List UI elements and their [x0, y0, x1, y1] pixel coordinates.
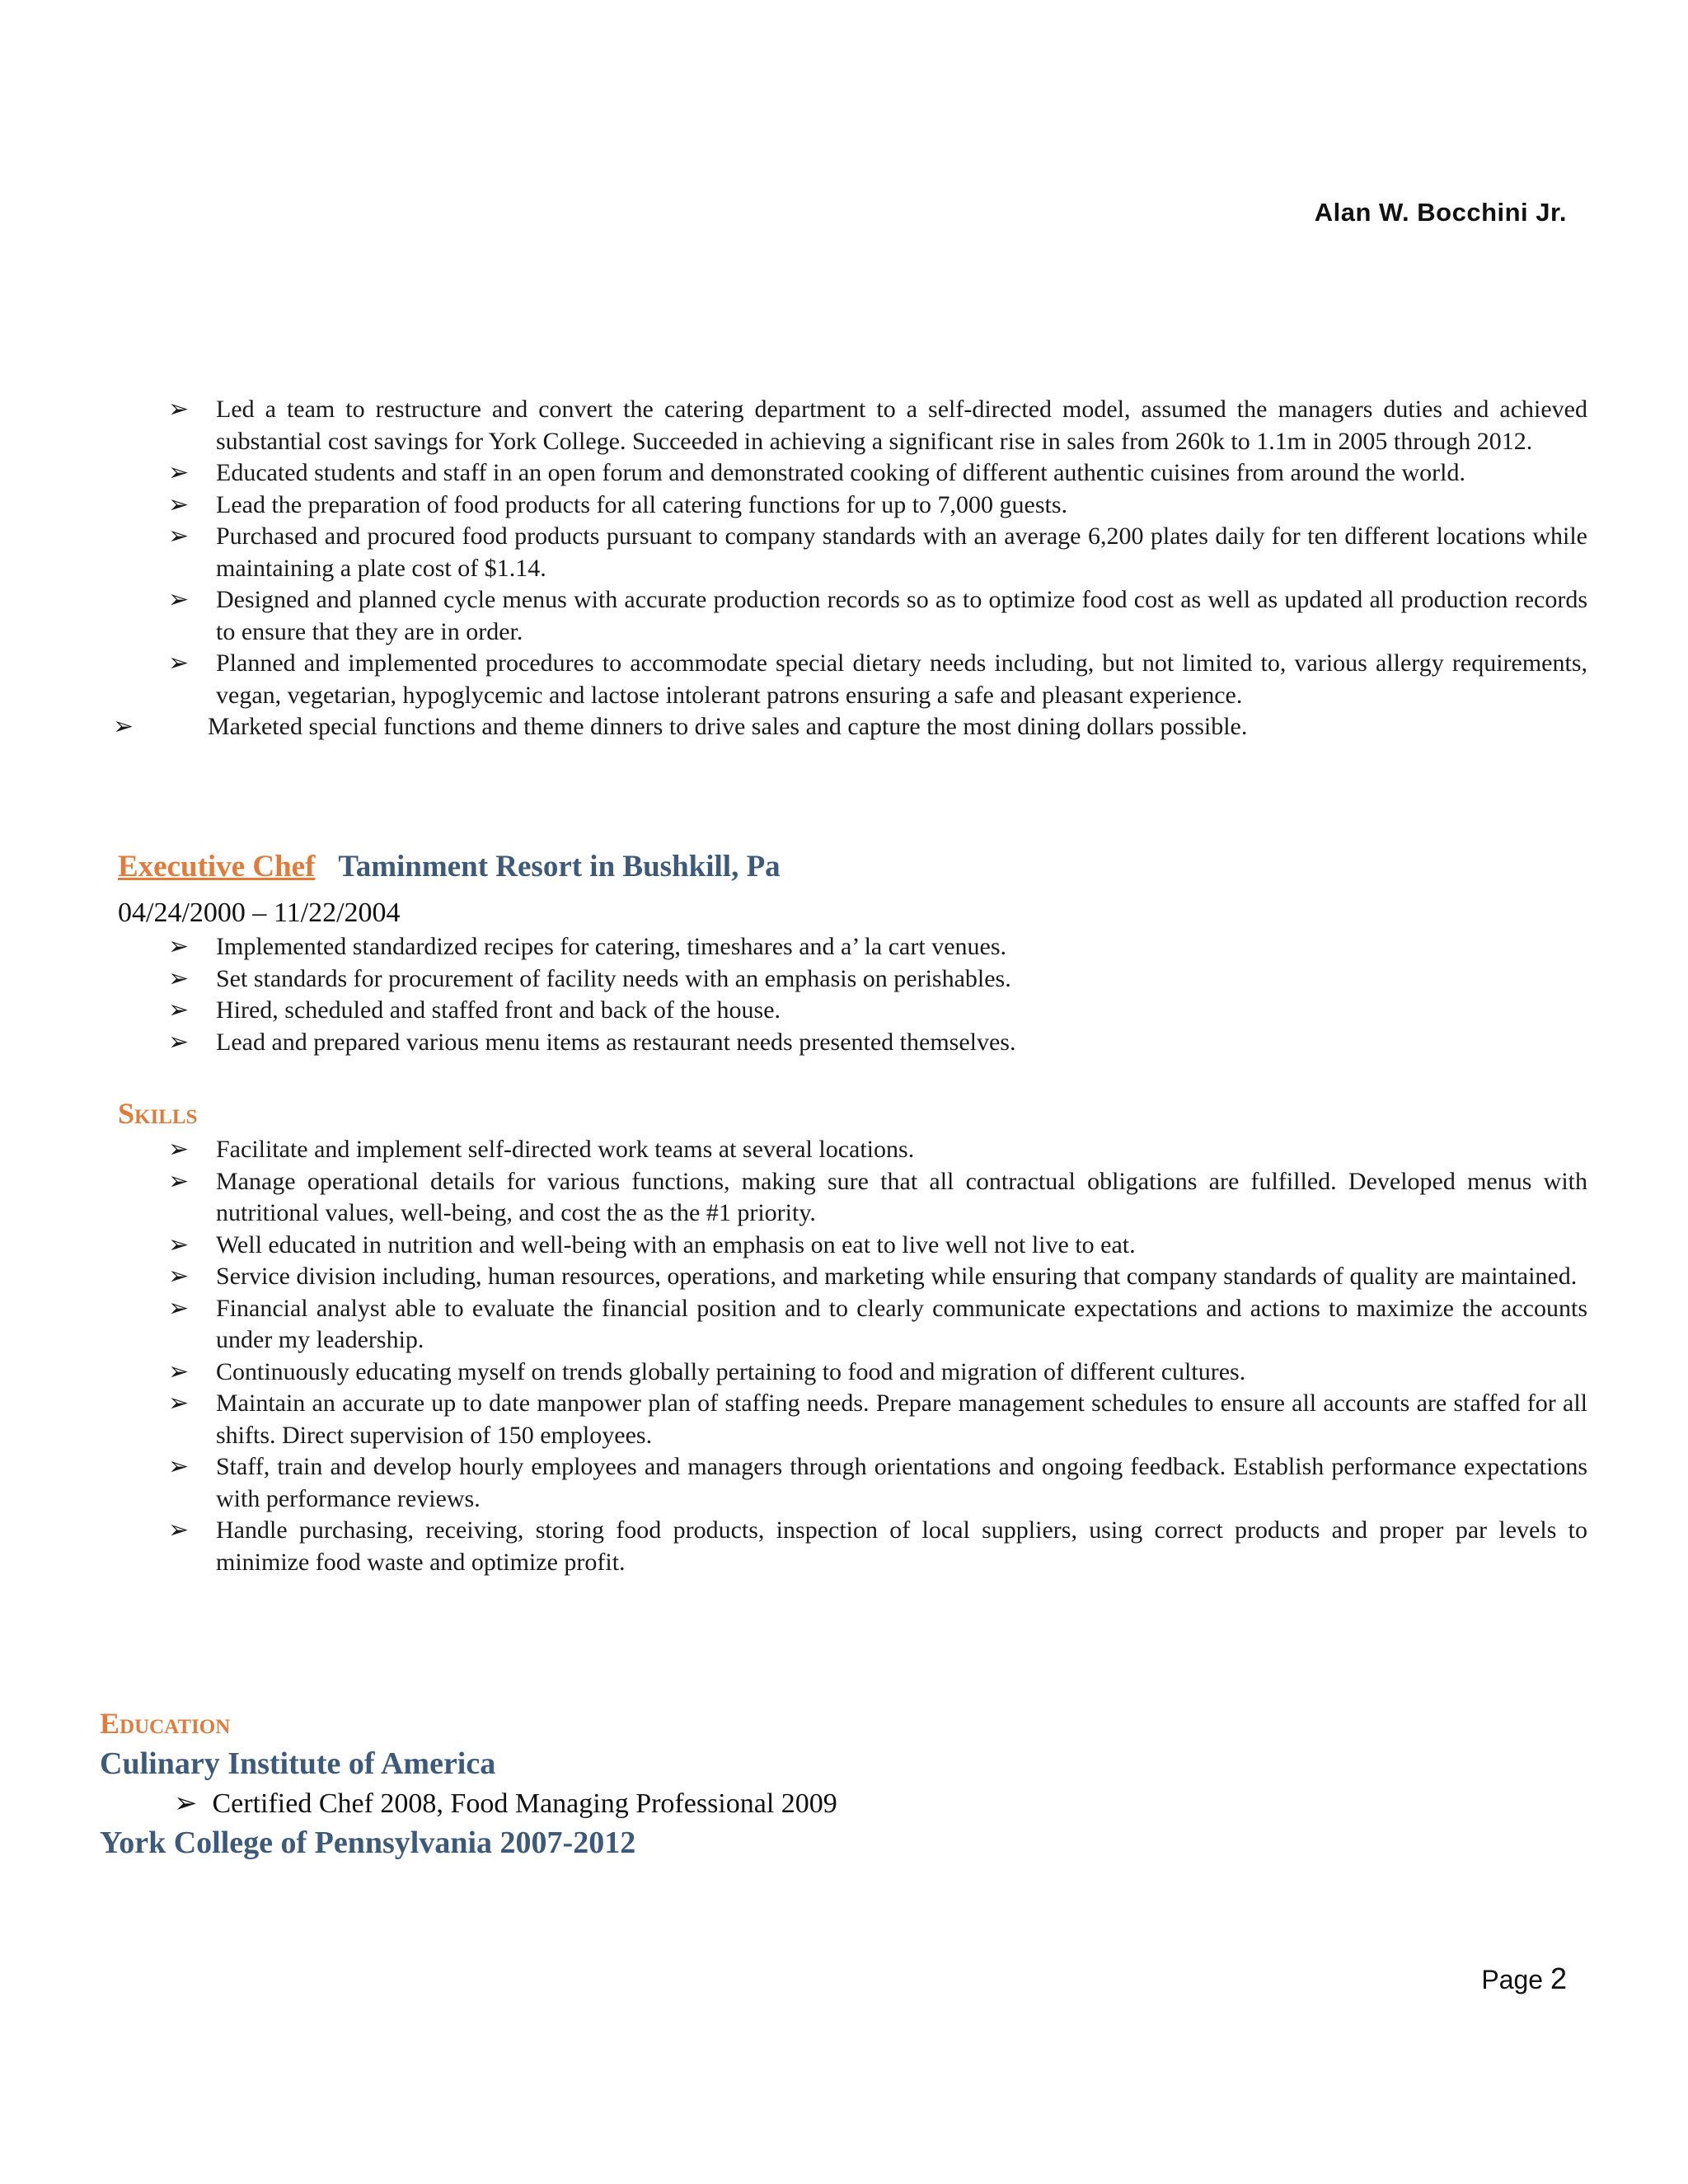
arrow-bullet-icon: ➢	[168, 1357, 190, 1386]
arrow-bullet-icon: ➢	[168, 490, 190, 519]
list-item: ➢ Manage operational details for various functions, making sure that all contractual obligations are fulfilled. Developed menus with nutritional values, well-being, and cost the as the #1 priority.	[168, 1166, 1587, 1226]
list-item: ➢ Service division including, human resources, operations, and marketing while ensuring that company standards of quality are maintained.	[216, 1261, 1587, 1293]
arrow-bullet-icon: ➢	[168, 1230, 190, 1259]
job-employer: Taminment Resort in Bushkill, Pa	[338, 850, 781, 883]
arrow-bullet-icon: ➢	[168, 1135, 190, 1164]
arrow-bullet-icon: ➢	[168, 963, 190, 993]
list-item: ➢ Handle purchasing, receiving, storing food products, inspection of local suppliers, using correct products and proper par levels to minimize food waste and optimize profit.	[168, 1516, 1587, 1576]
skills-heading: Skills	[118, 1097, 198, 1130]
job-title: Executive Chef	[118, 850, 316, 883]
certification-line: ➢ Certified Chef 2008, Food Managing Professional 2009	[174, 1787, 837, 1820]
executive-bullet-list	[168, 931, 1587, 1058]
arrow-bullet-icon: ➢	[168, 1262, 190, 1291]
list-item: ➢ Marketed special functions and theme dinners to drive sales and capture the most dining dollars possible.	[208, 711, 1587, 743]
list-item: ➢ Planned and implemented procedures to accommodate special dietary needs including, but not limited to, various allergy requirements, vegan, vegetarian, hypoglycemic and lactose intolerant patrons ensuring a safe and pleasant experience.	[168, 649, 1587, 709]
arrow-bullet-icon: ➢	[168, 522, 190, 551]
arrow-bullet-icon: ➢	[168, 1293, 190, 1323]
arrow-bullet-icon: ➢	[168, 932, 190, 961]
arrow-bullet-icon: ➢	[168, 1027, 190, 1057]
page-label: Page	[1481, 1965, 1544, 1994]
job-dates: 04/24/2000 – 11/22/2004	[118, 898, 401, 928]
list-item: ➢ Designed and planned cycle menus with accurate production records so as to optimize food cost as well as updated all production records to ensure that they are in order.	[168, 585, 1587, 645]
arrow-bullet-icon: ➢	[168, 1452, 190, 1481]
arrow-bullet-icon: ➢	[168, 458, 190, 487]
list-item: ➢ Led a team to restructure and convert the catering department to a self-directed model, assumed the managers duties and achieved substantial cost savings for York College. Succeeded in achieving a significant rise in sales from 260k to 1.1m in 2005 through 2012.	[168, 395, 1587, 455]
arrow-bullet-icon: ➢	[168, 1516, 190, 1544]
arrow-bullet-icon: ➢	[168, 996, 190, 1024]
header-name: Alan W. Bocchini Jr.	[1314, 198, 1567, 227]
list-item: ➢ Purchased and procured food products pursuant to company standards with an average 6,200 plates daily for ten different locations while maintaining a plate cost of $1.14.	[168, 522, 1587, 582]
arrow-bullet-icon: ➢	[168, 395, 190, 424]
list-item: ➢ Implemented standardized recipes for catering, timeshares and a’ la cart venues.	[216, 931, 1587, 963]
york-bullet-list	[113, 394, 1587, 743]
arrow-bullet-icon: ➢	[168, 1389, 190, 1418]
list-item: ➢ Facilitate and implement self-directed work teams at several locations.	[216, 1134, 1587, 1166]
school-york-college: York College of Pennsylvania 2007-2012	[100, 1825, 636, 1860]
list-item: ➢ Staff, train and develop hourly employees and managers through orientations and ongoing feedback. Establish performance expectations with performance reviews.	[168, 1452, 1587, 1512]
list-item: ➢ Set standards for procurement of facility needs with an emphasis on perishables.	[216, 963, 1587, 996]
page-number-value: 2	[1550, 1961, 1567, 1995]
arrow-bullet-icon: ➢	[168, 649, 190, 677]
arrow-bullet-icon: ➢	[168, 585, 190, 614]
list-item: ➢ Maintain an accurate up to date manpower plan of staffing needs. Prepare management schedules to ensure all accounts are staffed for all shifts. Direct supervision of 150 employees.	[168, 1389, 1587, 1449]
list-item: ➢ Lead the preparation of food products for all catering functions for up to 7,000 guests.	[216, 490, 1587, 522]
arrow-bullet-icon: ➢	[113, 712, 134, 741]
education-heading: Education	[100, 1707, 231, 1740]
list-item: ➢ Continuously educating myself on trends globally pertaining to food and migration of different cultures.	[216, 1357, 1587, 1389]
executive-chef-heading	[118, 849, 781, 884]
list-item: ➢ Lead and prepared various menu items as restaurant needs presented themselves.	[216, 1027, 1587, 1059]
list-item: ➢ Well educated in nutrition and well-being with an emphasis on eat to live well not live to eat.	[216, 1230, 1587, 1262]
list-item: ➢ Educated students and staff in an open forum and demonstrated cooking of different authentic cuisines from around the world.	[216, 457, 1587, 490]
list-item: ➢ Hired, scheduled and staffed front and back of the house.	[216, 995, 1587, 1027]
school-culinary-institute: Culinary Institute of America	[100, 1746, 496, 1781]
list-item: ➢ Financial analyst able to evaluate the financial position and to clearly communicate expectations and actions to maximize the accounts under my leadership.	[168, 1293, 1587, 1353]
page-number	[1481, 1961, 1567, 1996]
arrow-bullet-icon: ➢	[168, 1166, 190, 1196]
arrow-bullet-icon: ➢	[174, 1787, 198, 1820]
skills-bullet-list	[168, 1134, 1587, 1578]
